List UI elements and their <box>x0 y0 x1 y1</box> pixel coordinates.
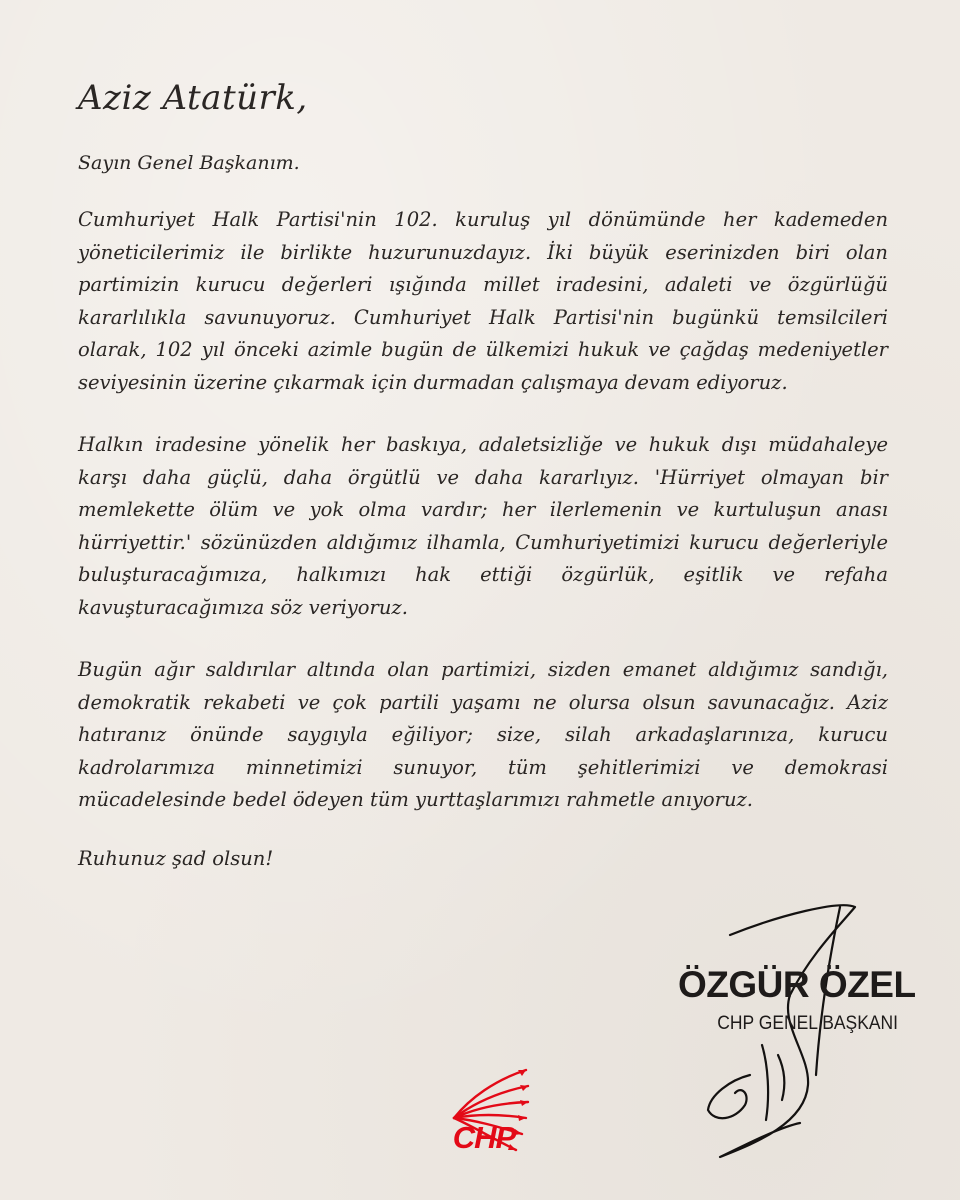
letter-body <box>78 78 888 870</box>
paragraph-1: Cumhuriyet Halk Partisi'nin 102. kuruluş yıl dönümünde her kademeden yöneticilerimiz ile birlikte huzurunuzdayız. İki büyük eserinizden biri olan partimizin kurucu değerleri ışığında millet iradesini, adaleti ve özgürlüğü kararlılıkla savunuyoruz. Cumhuriyet Halk Partisi'nin bugünkü temsilcileri olarak, 102 yıl önceki azimle bugün de ülkemizi hukuk ve çağdaş medeniyetler seviyesinin üzerine çıkarmak için durmadan çalışmaya devam ediyoruz. <box>78 208 888 394</box>
signatory-name: ÖZGÜR ÖZEL <box>678 964 916 1005</box>
closing-line: Ruhunuz şad olsun! <box>78 846 274 870</box>
salutation: Aziz Atatürk, <box>78 78 308 118</box>
signatory-title: CHP GENEL BAŞKANI <box>717 1013 898 1034</box>
signatory-block <box>678 964 916 1035</box>
paragraph-2: Halkın iradesine yönelik her baskıya, adaletsizliğe ve hukuk dışı müdahaleye karşı daha güçlü, daha örgütlü ve daha kararlıyız. 'Hürriyet olmayan bir memlekette ölüm ve yok olma vardır; her ilerlemenin ve kurtuluşun anası hürriyettir.' sözünüzden aldığımız ilhamla, Cumhuriyetimizi kurucu değerleriyle buluşturacağımıza, halkımızı hak ettiği özgürlük, eşitlik ve refaha kavuşturacağımıza söz veriyoruz. <box>78 433 888 619</box>
paragraph-3: Bugün ağır saldırılar altında olan partimizi, sizden emanet aldığımız sandığı, demokratik rekabeti ve çok partili yaşamı ne olursa olsun savunacağız. Aziz hatıranız önünde saygıyla eğiliyor; size, silah arkadaşlarınıza, kurucu kadrolarımıza minnetimizi sunuyor, tüm şehitlerimizi ve demokrasi mücadelesinde bedel ödeyen tüm yurttaşlarımızı rahmetle anıyoruz. <box>78 658 888 811</box>
chp-logo-text: CHP <box>452 1120 516 1155</box>
address-line: Sayın Genel Başkanım. <box>78 152 300 174</box>
